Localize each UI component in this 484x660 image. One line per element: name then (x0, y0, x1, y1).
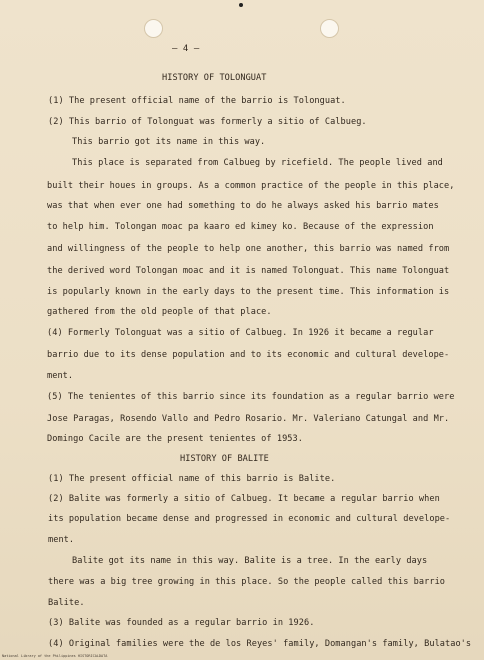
text-line: (5) The tenientes of this barrio since its foundation as a regular barrio were (47, 392, 455, 402)
text-line: was that when ever one had something to do he always asked his barrio mates (47, 201, 439, 211)
text-line: gathered from the old people of that place. (47, 307, 272, 317)
text-line: built their houes in groups. As a common practice of the people in this place, (47, 181, 455, 191)
text-line: (1) The present official name of the barrio is Tolonguat. (48, 96, 346, 106)
text-line: there was a big tree growing in this place. So the people called this barrio (48, 577, 446, 587)
punch-hole-right (320, 19, 339, 38)
text-line: the derived word Tolongan moac and it is named Tolonguat. This name Tolonguat (47, 266, 450, 276)
heading-balite: HISTORY OF BALITE (180, 454, 269, 464)
text-line: (2) Balite was formerly a sitio of Calbueg. It became a regular barrio when (48, 494, 440, 504)
text-line: ment. (47, 371, 74, 381)
text-line: Domingo Cacile are the present tenientes of 1953. (47, 434, 303, 444)
text-line: (3) Balite was founded as a regular barrio in 1926. (48, 618, 315, 628)
text-line: its population became dense and progressed in economic and cultural develope- (48, 514, 451, 524)
text-line: Balite got its name in this way. Balite is a tree. In the early days (72, 556, 428, 566)
text-line: This barrio got its name in this way. (72, 137, 266, 147)
text-line: This place is separated from Calbueg by ricefield. The people lived and (72, 158, 443, 168)
text-line: (1) The present official name of this barrio is Balite. (48, 474, 336, 484)
text-line: (4) Original families were the de los Reyes' family, Domangan's family, Bulatao's (48, 639, 472, 649)
text-line: (4) Formerly Tolonguat was a sitio of Calbueg. In 1926 it became a regular (47, 328, 434, 338)
text-line: (2) This barrio of Tolonguat was formerly a sitio of Calbueg. (48, 117, 367, 127)
top-mark (239, 3, 243, 7)
archive-footer: National Library of the Philippines HISTORICALDATA (2, 654, 108, 658)
text-line: is popularly known in the early days to the present time. This information is (47, 287, 450, 297)
text-line: to help him. Tolongan moac pa kaaro ed kimey ko. Because of the expression (47, 222, 434, 232)
text-line: ment. (48, 535, 75, 545)
text-line: Balite. (48, 598, 85, 608)
text-line: Jose Paragas, Rosendo Vallo and Pedro Rosario. Mr. Valeriano Catungal and Mr. (47, 414, 450, 424)
page-number: — 4 — (172, 44, 200, 54)
punch-hole-left (144, 19, 163, 38)
text-line: and willingness of the people to help one another, this barrio was named from (47, 244, 450, 254)
text-line: barrio due to its dense population and to its economic and cultural develope- (47, 350, 450, 360)
heading-tolonguat: HISTORY OF TOLONGUAT (162, 73, 267, 83)
